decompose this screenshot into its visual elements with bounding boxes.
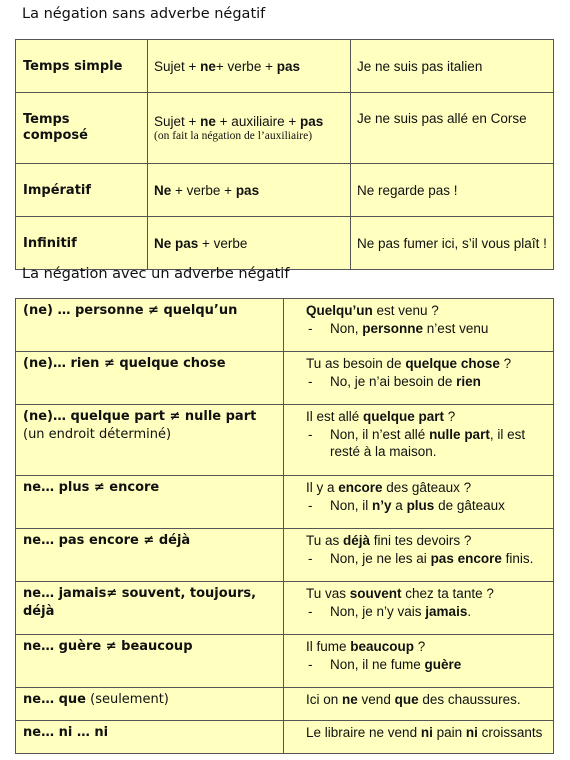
table-row bbox=[16, 582, 554, 635]
rule-part: + verbe + bbox=[215, 58, 277, 74]
example-answer: - No, je n’ai besoin de rien bbox=[308, 374, 481, 389]
rule-keyword: Ne bbox=[154, 182, 172, 198]
example-answer: - Non, je n’y vais jamais. bbox=[308, 604, 472, 619]
rule-part: + verbe bbox=[198, 235, 248, 251]
example-question: Quelqu’un est venu ? bbox=[306, 303, 439, 318]
row-label-text: ne… ni … ni bbox=[23, 725, 109, 740]
rule-keyword: ne bbox=[200, 58, 216, 74]
row-label: Infinitif bbox=[16, 217, 148, 270]
example-cell bbox=[284, 299, 554, 352]
row-label bbox=[16, 299, 284, 352]
example-question: Tu as déjà fini tes devoirs ? bbox=[306, 533, 472, 548]
example-answer: - Non, il n’est allé nulle part, il est resté à la maison. bbox=[308, 427, 526, 459]
row-label-text: ne… jamais≠ souvent, toujours, déjà bbox=[23, 586, 257, 619]
example-cell bbox=[284, 582, 554, 635]
table-negation-sans-adverbe bbox=[15, 39, 554, 270]
example-cell: Ne regarde pas ! bbox=[351, 164, 554, 217]
example-sentence: Ici on ne vend que des chaussures. bbox=[306, 692, 521, 707]
rule-cell bbox=[148, 40, 351, 93]
row-label-text: ne… plus ≠ encore bbox=[23, 480, 160, 495]
table-row bbox=[16, 299, 554, 352]
row-label bbox=[16, 529, 284, 582]
example-cell bbox=[284, 688, 554, 721]
rule-part: Sujet + bbox=[154, 58, 201, 74]
row-label bbox=[16, 688, 284, 721]
table-row bbox=[16, 352, 554, 405]
example-answer: - Non, je ne les ai pas encore finis. bbox=[308, 551, 534, 566]
row-label bbox=[16, 352, 284, 405]
row-label-text: ne… que (seulement) bbox=[23, 692, 169, 707]
example-question: Il est allé quelque part ? bbox=[306, 409, 456, 424]
example-answer: - Non, personne n’est venu bbox=[308, 321, 489, 336]
section-title-avec-adverbe: La négation avec un adverbe négatif bbox=[22, 266, 290, 282]
table-row bbox=[16, 405, 554, 476]
rule-cell bbox=[148, 93, 351, 164]
row-label-text: Temps composé bbox=[23, 112, 88, 143]
rule-keyword: pas bbox=[276, 58, 300, 74]
row-label bbox=[16, 476, 284, 529]
example-cell: Je ne suis pas allé en Corse bbox=[351, 93, 554, 164]
rule-part: + auxiliaire + bbox=[215, 114, 300, 129]
row-label bbox=[16, 635, 284, 688]
rule-part: + verbe + bbox=[171, 182, 236, 198]
row-label-text: ne… pas encore ≠ déjà bbox=[23, 533, 191, 548]
example-question: Il y a encore des gâteaux ? bbox=[306, 480, 472, 495]
row-label-subtext: (un endroit déterminé) bbox=[23, 427, 172, 442]
table-row bbox=[16, 476, 554, 529]
table-row bbox=[16, 93, 554, 164]
example-cell bbox=[284, 635, 554, 688]
row-label bbox=[16, 93, 148, 164]
example-answer: - Non, il n’y a plus de gâteaux bbox=[308, 498, 505, 513]
example-cell bbox=[284, 721, 554, 754]
rule-keyword: pas bbox=[235, 182, 260, 198]
table-row bbox=[16, 529, 554, 582]
rule-cell bbox=[148, 217, 351, 270]
table-row bbox=[16, 40, 554, 93]
rule-part: Sujet + bbox=[154, 114, 201, 129]
table-row bbox=[16, 217, 554, 270]
table-row bbox=[16, 721, 554, 754]
rule-note: (on fait la négation de l’auxiliaire) bbox=[154, 130, 313, 142]
rule-cell bbox=[148, 164, 351, 217]
example-question: Tu vas souvent chez ta tante ? bbox=[306, 586, 494, 601]
row-label-text: (ne) … personne ≠ quelqu’un bbox=[23, 303, 238, 318]
example-cell bbox=[284, 476, 554, 529]
row-label-text: ne… guère ≠ beaucoup bbox=[23, 639, 193, 654]
example-sentence: Le libraire ne vend ni pain ni croissants bbox=[306, 725, 543, 740]
row-label-text: (ne)… rien ≠ quelque chose bbox=[23, 356, 226, 371]
row-label: Impératif bbox=[16, 164, 148, 217]
row-label: Temps simple bbox=[16, 40, 148, 93]
rule-keyword: Ne pas bbox=[154, 235, 199, 251]
row-label bbox=[16, 721, 284, 754]
example-question: Tu as besoin de quelque chose ? bbox=[306, 356, 512, 371]
table-negation-avec-adverbe bbox=[15, 298, 554, 754]
example-cell bbox=[284, 405, 554, 476]
example-question: Il fume beaucoup ? bbox=[306, 639, 426, 654]
example-cell bbox=[284, 352, 554, 405]
table-row bbox=[16, 635, 554, 688]
table-row bbox=[16, 688, 554, 721]
example-cell: Je ne suis pas italien bbox=[351, 40, 554, 93]
table-row bbox=[16, 164, 554, 217]
section-title-sans-adverbe: La négation sans adverbe négatif bbox=[22, 6, 266, 22]
rule-keyword: ne bbox=[200, 114, 216, 129]
row-label bbox=[16, 405, 284, 476]
row-label bbox=[16, 582, 284, 635]
example-answer: - Non, il ne fume guère bbox=[308, 657, 462, 672]
rule-keyword: pas bbox=[299, 114, 324, 129]
example-cell: Ne pas fumer ici, s’il vous plaît ! bbox=[351, 217, 554, 270]
row-label-text: (ne)… quelque part ≠ nulle part bbox=[23, 409, 257, 424]
example-cell bbox=[284, 529, 554, 582]
